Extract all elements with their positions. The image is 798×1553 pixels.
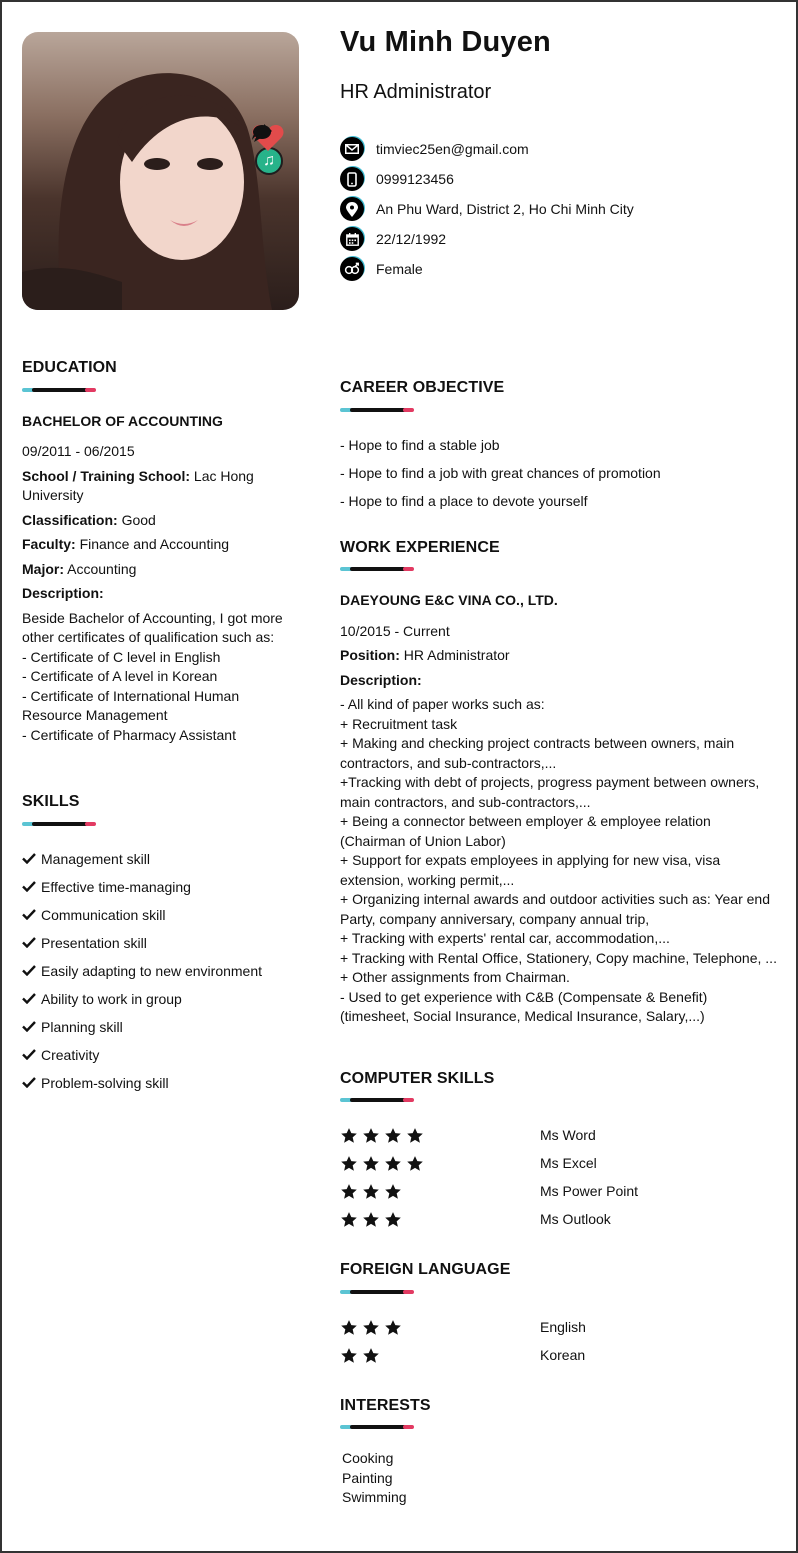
star-icon	[406, 1127, 424, 1145]
education-school	[22, 467, 287, 506]
school-value: Lac Hong University	[22, 467, 254, 503]
email-text[interactable]: timviec25en@gmail.com	[376, 141, 529, 157]
check-icon	[22, 962, 36, 982]
education-heading: EDUCATION	[22, 359, 117, 376]
star-icon	[340, 1127, 358, 1145]
check-icon	[22, 934, 36, 954]
rating-row	[340, 1178, 780, 1206]
skill-item	[22, 1042, 287, 1070]
email-icon	[340, 137, 364, 161]
star-icon	[384, 1183, 402, 1201]
location-icon	[340, 197, 364, 221]
skill-item	[22, 846, 287, 874]
gender-icon	[340, 257, 364, 281]
objective-list	[340, 432, 780, 516]
skills-heading: SKILLS	[22, 793, 80, 810]
section-underline	[340, 1290, 414, 1294]
rating-label: Ms Excel	[540, 1155, 597, 1172]
computer-skills-heading: COMPUTER SKILLS	[340, 1069, 495, 1087]
work-description: - All kind of paper works such as: + Recruitment task + Making and checking project contracts between owners, main contractors, and sub-contractors,... +Tracking with debt of projects, progress payment between owners, main contractors, and sub-contractors,... + Being a connector between employer & employee relation (Chairman of Union Labor) + Support for expats employees in applying for new visa, visa extension, working permit,... + Organizing internal awards and outdoor activities such as: Year end Party, company anniversary, company annual trip, + Tracking with experts' rental car, accommodation,... + Tracking with Rental Office, Stationery, Copy machine, Telephone, ... + Other assignments from Chairman. - Used to get experience with C&B (Compensate & Benefit) (timesheet, Social Insurance, Medical Insurance, Salary,...)	[340, 696, 777, 1024]
skill-item	[22, 902, 287, 930]
section-underline	[340, 1425, 414, 1429]
skill-item	[22, 930, 287, 958]
rating-label: Ms Word	[540, 1127, 596, 1144]
skill-item	[22, 1014, 287, 1042]
job-title: HR Administrator	[340, 81, 492, 103]
skill-label: Problem-solving skill	[41, 1074, 169, 1091]
section-underline	[22, 822, 96, 826]
major-value: Accounting	[67, 560, 137, 577]
star-icon	[384, 1127, 402, 1145]
phone-text[interactable]: 0999123456	[376, 171, 454, 187]
position-label: Position:	[340, 647, 400, 663]
skill-label: Communication skill	[41, 906, 166, 923]
check-icon	[22, 1018, 36, 1038]
section-underline	[340, 567, 414, 571]
section-underline	[340, 408, 414, 412]
interest-item: Swimming	[342, 1489, 407, 1505]
star-rating	[340, 1183, 540, 1201]
rating-label: Korean	[540, 1346, 586, 1363]
education-classification	[22, 511, 287, 531]
check-icon	[22, 1074, 36, 1094]
star-icon	[362, 1183, 380, 1201]
star-rating	[340, 1155, 540, 1173]
star-rating	[340, 1319, 540, 1337]
interests-heading: INTERESTS	[340, 1396, 431, 1414]
section-underline	[22, 388, 96, 392]
star-icon	[384, 1211, 402, 1229]
rating-label: Ms Power Point	[540, 1183, 639, 1200]
company-name: DAEYOUNG E&C VINA CO., LTD.	[340, 592, 558, 608]
contact-list	[340, 134, 634, 284]
star-icon	[340, 1319, 358, 1337]
star-icon	[362, 1347, 380, 1365]
classification-label: Classification:	[22, 511, 118, 528]
work-experience-heading: WORK EXPERIENCE	[340, 538, 500, 556]
contact-address	[340, 194, 634, 224]
candidate-name: Vu Minh Duyen	[340, 26, 551, 58]
work-period: 10/2015 - Current	[340, 622, 450, 639]
interests-list	[340, 1449, 780, 1508]
skill-label: Easily adapting to new environment	[41, 962, 263, 979]
right-column	[340, 378, 780, 1508]
interest-item: Painting	[342, 1469, 393, 1486]
foreign-language-heading: FOREIGN LANGUAGE	[340, 1261, 511, 1278]
skill-label: Presentation skill	[41, 934, 147, 951]
check-icon	[22, 990, 36, 1010]
star-icon	[362, 1319, 380, 1337]
star-icon	[340, 1347, 358, 1365]
education-period: 09/2011 - 06/2015	[22, 443, 135, 459]
address-text: An Phu Ward, District 2, Ho Chi Minh City	[376, 201, 634, 217]
school-label: School / Training School:	[22, 467, 191, 484]
work-position	[340, 646, 780, 666]
contact-gender	[340, 254, 634, 284]
rating-row	[340, 1342, 780, 1370]
work-description-label: Description:	[340, 671, 422, 688]
check-icon	[22, 1046, 36, 1066]
share-icon[interactable]	[252, 124, 272, 140]
faculty-label: Faculty:	[22, 536, 76, 552]
contact-phone	[340, 164, 634, 194]
skill-item	[22, 1070, 287, 1098]
skill-label: Ability to work in group	[41, 990, 182, 1007]
foreign-language-list	[340, 1314, 780, 1370]
star-icon	[406, 1155, 424, 1173]
star-icon	[384, 1155, 402, 1173]
star-icon	[340, 1211, 358, 1229]
skill-item	[22, 958, 287, 986]
computer-skills-list	[340, 1122, 780, 1234]
skill-item	[22, 874, 287, 902]
star-icon	[384, 1319, 402, 1337]
skill-label: Effective time-managing	[41, 878, 191, 895]
education-description: Beside Bachelor of Accounting, I got more other certificates of qualification such as: - Certificate of C level in English - Certificate of A level in Korean - Certificate of International Human Resource Management - Certificate of Pharmacy Assistant	[22, 609, 283, 743]
gender-text: Female	[376, 261, 423, 277]
calendar-icon	[340, 227, 364, 251]
rating-row	[340, 1206, 780, 1234]
skill-label: Creativity	[41, 1046, 100, 1063]
contact-birthday	[340, 224, 634, 254]
skills-list	[22, 846, 287, 1098]
education-description-label: Description:	[22, 585, 104, 601]
rating-row	[340, 1150, 780, 1178]
star-icon	[362, 1155, 380, 1173]
star-icon	[340, 1155, 358, 1173]
major-label: Major:	[22, 560, 64, 577]
star-icon	[362, 1211, 380, 1229]
photo-overlay-icons	[252, 124, 286, 175]
classification-value: Good	[121, 511, 156, 528]
music-icon[interactable]: ♫	[255, 147, 283, 175]
skill-item	[22, 986, 287, 1014]
interest-item: Cooking	[342, 1450, 394, 1466]
contact-email	[340, 134, 634, 164]
star-icon	[340, 1183, 358, 1201]
profile-photo	[22, 32, 299, 310]
rating-label: English	[540, 1318, 586, 1335]
check-icon	[22, 850, 36, 870]
skill-label: Management skill	[41, 850, 150, 867]
education-faculty	[22, 535, 287, 555]
faculty-value: Finance and Accounting	[79, 536, 230, 552]
star-rating	[340, 1347, 540, 1365]
star-rating	[340, 1211, 540, 1229]
skill-label: Planning skill	[41, 1018, 123, 1035]
objective-item: - Hope to find a place to devote yourself	[340, 492, 588, 509]
position-value: HR Administrator	[403, 647, 510, 663]
rating-row	[340, 1122, 780, 1150]
rating-label: Ms Outlook	[540, 1211, 611, 1228]
left-column	[22, 358, 287, 1098]
star-icon	[362, 1127, 380, 1145]
career-objective-heading: CAREER OBJECTIVE	[340, 379, 505, 396]
degree-title: BACHELOR OF ACCOUNTING	[22, 412, 223, 429]
section-underline	[340, 1098, 414, 1102]
objective-item: - Hope to find a job with great chances of promotion	[340, 464, 661, 481]
education-major	[22, 560, 287, 580]
check-icon	[22, 878, 36, 898]
objective-item: - Hope to find a stable job	[340, 436, 500, 453]
birthday-text: 22/12/1992	[376, 231, 447, 247]
check-icon	[22, 906, 36, 926]
rating-row	[340, 1314, 780, 1342]
star-rating	[340, 1127, 540, 1145]
phone-icon	[340, 167, 364, 191]
